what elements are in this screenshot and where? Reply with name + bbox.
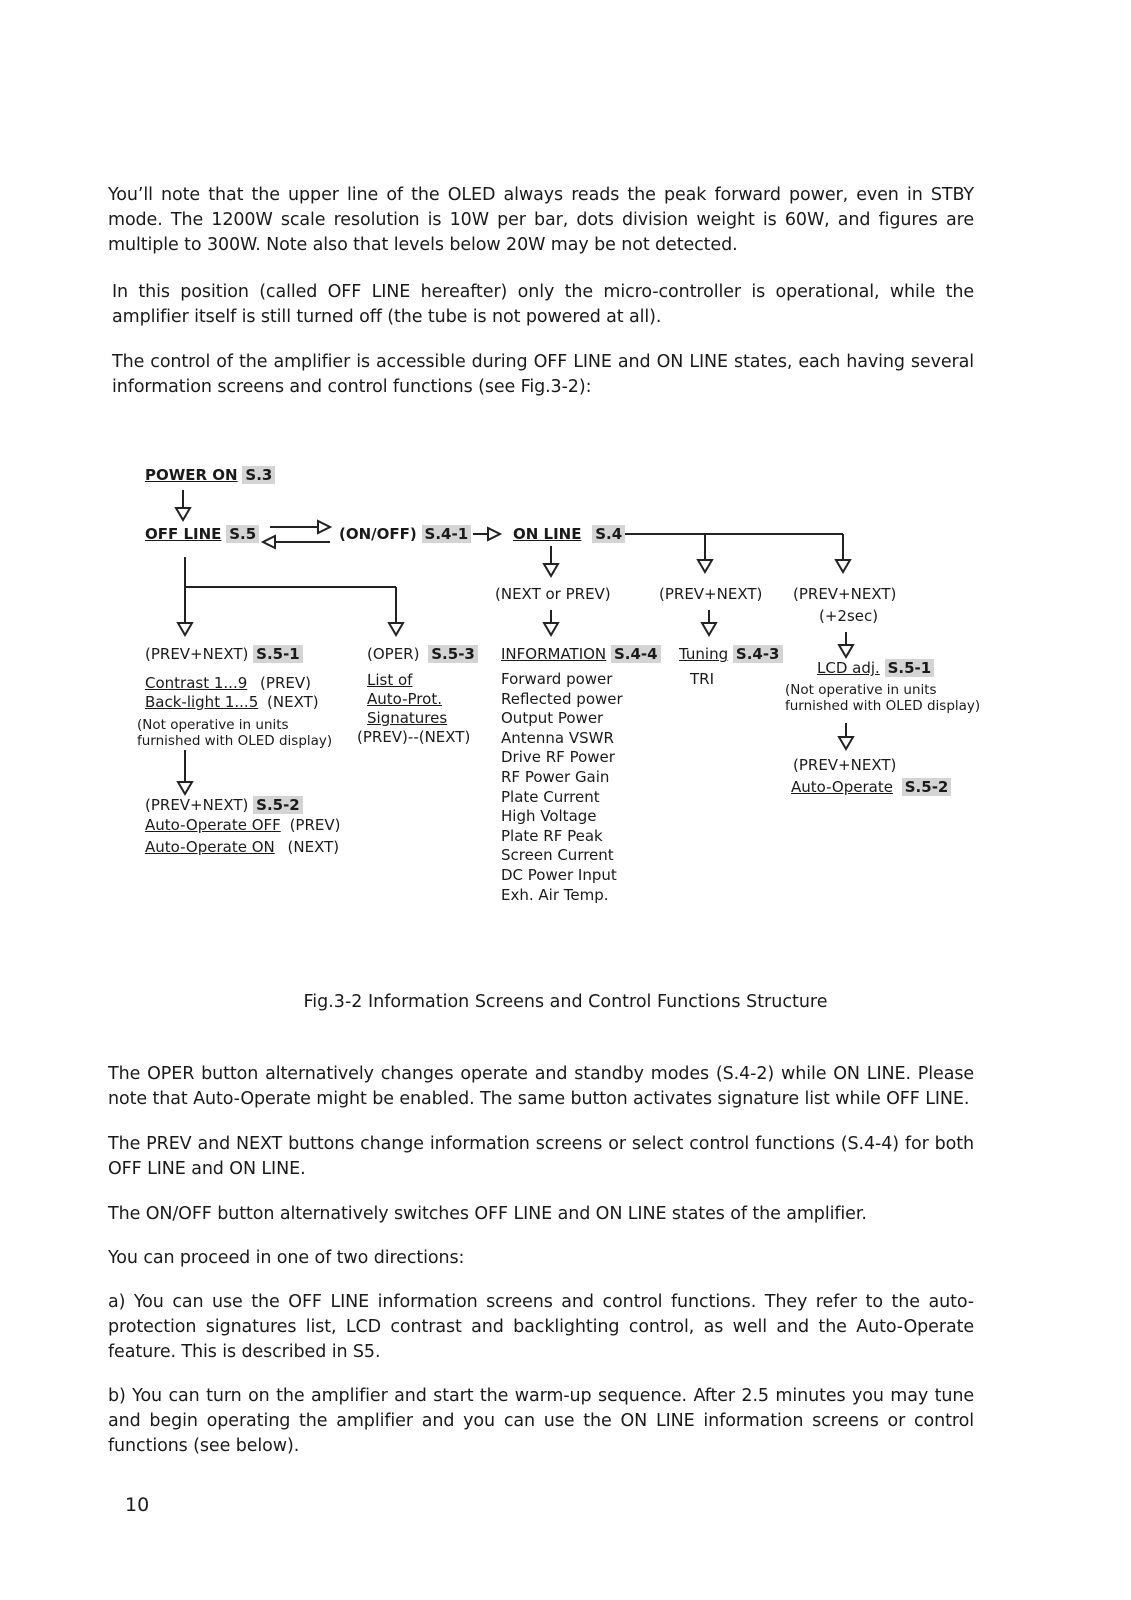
auto-operate-on-label: Auto-Operate ON [145,838,275,856]
on-line-label: ON LINE [513,525,582,543]
figure-caption: Fig.3-2 Information Screens and Control Functions Structure [303,992,828,1012]
auto-operate-right-title: Auto-Operate [791,778,893,796]
backlight-line [145,693,319,712]
signatures-trigger: (OPER) [367,645,420,663]
information-header [501,645,661,664]
tuning-value: TRI [690,670,715,688]
contrast-key: (PREV) [260,674,311,692]
lcd-code: S.5-1 [885,659,935,677]
on-line-code: S.4 [592,525,625,543]
information-item: High Voltage [501,807,597,826]
signatures-code: S.5-3 [428,645,478,663]
contrast-label: Contrast 1...9 [145,674,248,692]
power-on-label: POWER ON [145,466,238,484]
information-trigger: (NEXT or PREV) [495,585,611,603]
auto-operate-trigger: (PREV+NEXT) [145,796,249,814]
information-item: Plate Current [501,787,600,806]
auto-operate-code: S.5-2 [253,796,303,814]
paragraph-off-line: In this position (called OFF LINE hereafter) only the micro-controller is operational, while the amplifier itself is still turned off (the tube is not powered at all). [112,282,974,327]
contrast-header [145,645,303,664]
signatures-header [367,645,478,664]
tuning-trigger: (PREV+NEXT) [659,585,763,603]
signatures-keys: (PREV)--(NEXT) [357,728,471,746]
lcd-title: LCD adj. [817,659,880,677]
paragraph-on-off: The ON/OFF button alternatively switches OFF LINE and ON LINE states of the amplifier. [108,1204,867,1224]
off-line-node [145,525,259,544]
auto-operate-right-trigger: (PREV+NEXT) [793,756,897,774]
tuning-header [679,645,783,664]
signatures-line-2: Auto-Prot. [367,690,442,708]
contrast-note-2: furnished with OLED display) [137,733,333,749]
power-on-node [145,466,275,485]
contrast-note-1: (Not operative in units [137,717,289,733]
information-code: S.4-4 [611,645,661,663]
lcd-note-1: (Not operative in units [785,682,937,698]
auto-operate-off-label: Auto-Operate OFF [145,816,281,834]
paragraph-option-a: a) You can use the OFF LINE information screens and control functions. They refer to the auto-protection signatures list, LCD contrast and backlighting control, as well and the Auto-Operate feature. This is described in S5. [108,1292,974,1362]
tuning-title: Tuning [679,645,729,663]
paragraph-directions: You can proceed in one of two directions: [108,1248,465,1268]
paragraph-prev-next: The PREV and NEXT buttons change information screens or select control functions (S.4-4) for both OFF LINE and ON LINE. [108,1134,974,1179]
signatures-line-1: List of [367,671,413,689]
information-title: INFORMATION [501,645,607,663]
page-number: 10 [125,1494,150,1516]
information-item: Drive RF Power [501,748,615,767]
contrast-code: S.5-1 [253,645,303,663]
paragraph-control-access: The control of the amplifier is accessible during OFF LINE and ON LINE states, each having several information screens and control functions (see Fig.3-2): [112,352,974,397]
auto-operate-right-code: S.5-2 [902,778,952,796]
on-off-label: (ON/OFF) [339,525,417,543]
information-item: Output Power [501,709,604,728]
backlight-key: (NEXT) [267,693,319,711]
backlight-label: Back-light 1...5 [145,693,259,711]
lcd-trigger: (PREV+NEXT) [793,585,897,603]
on-off-node [339,525,471,544]
information-item: Plate RF Peak [501,826,603,845]
information-item: Antenna VSWR [501,728,614,747]
information-item: Screen Current [501,846,614,865]
auto-operate-off-line [145,816,341,835]
information-item: RF Power Gain [501,767,610,786]
auto-operate-on-key: (NEXT) [287,838,340,856]
power-on-code: S.3 [242,466,275,484]
lcd-header [817,659,934,678]
off-line-code: S.5 [226,525,259,543]
off-line-label: OFF LINE [145,525,222,543]
auto-operate-on-line [145,838,339,857]
on-line-node [513,525,625,544]
information-item: Reflected power [501,689,623,708]
information-item: DC Power Input [501,865,617,884]
contrast-trigger: (PREV+NEXT) [145,645,249,663]
contrast-line [145,674,311,693]
paragraph-oper-button: The OPER button alternatively changes operate and standby modes (S.4-2) while ON LINE. Please note that Auto-Operate might be enabled. The same button activates signature list while OFF LINE. [108,1064,974,1109]
information-item: Forward power [501,670,613,688]
signatures-line-3: Signatures [367,709,448,727]
auto-operate-off-key: (PREV) [289,816,341,834]
auto-operate-header [145,796,303,815]
structure-diagram [0,460,1131,940]
tuning-code: S.4-3 [733,645,783,663]
paragraph-oled-note: You’ll note that the upper line of the OLED always reads the peak forward power, even in STBY mode. The 1200W scale resolution is 10W per bar, dots division weight is 60W, and figures are multiple to 300W. Note also that levels below 20W may be not detected. [108,185,974,255]
lcd-note-2: furnished with OLED display) [785,698,981,714]
information-item: Exh. Air Temp. [501,885,609,904]
paragraph-option-b: b) You can turn on the amplifier and start the warm-up sequence. After 2.5 minutes you may tune and begin operating the amplifier and you can use the ON LINE information screens or control functions (see below). [108,1386,974,1456]
lcd-trigger-hold: (+2sec) [819,607,879,625]
information-list [501,670,623,905]
on-off-code: S.4-1 [422,525,472,543]
auto-operate-right-header [791,778,951,797]
